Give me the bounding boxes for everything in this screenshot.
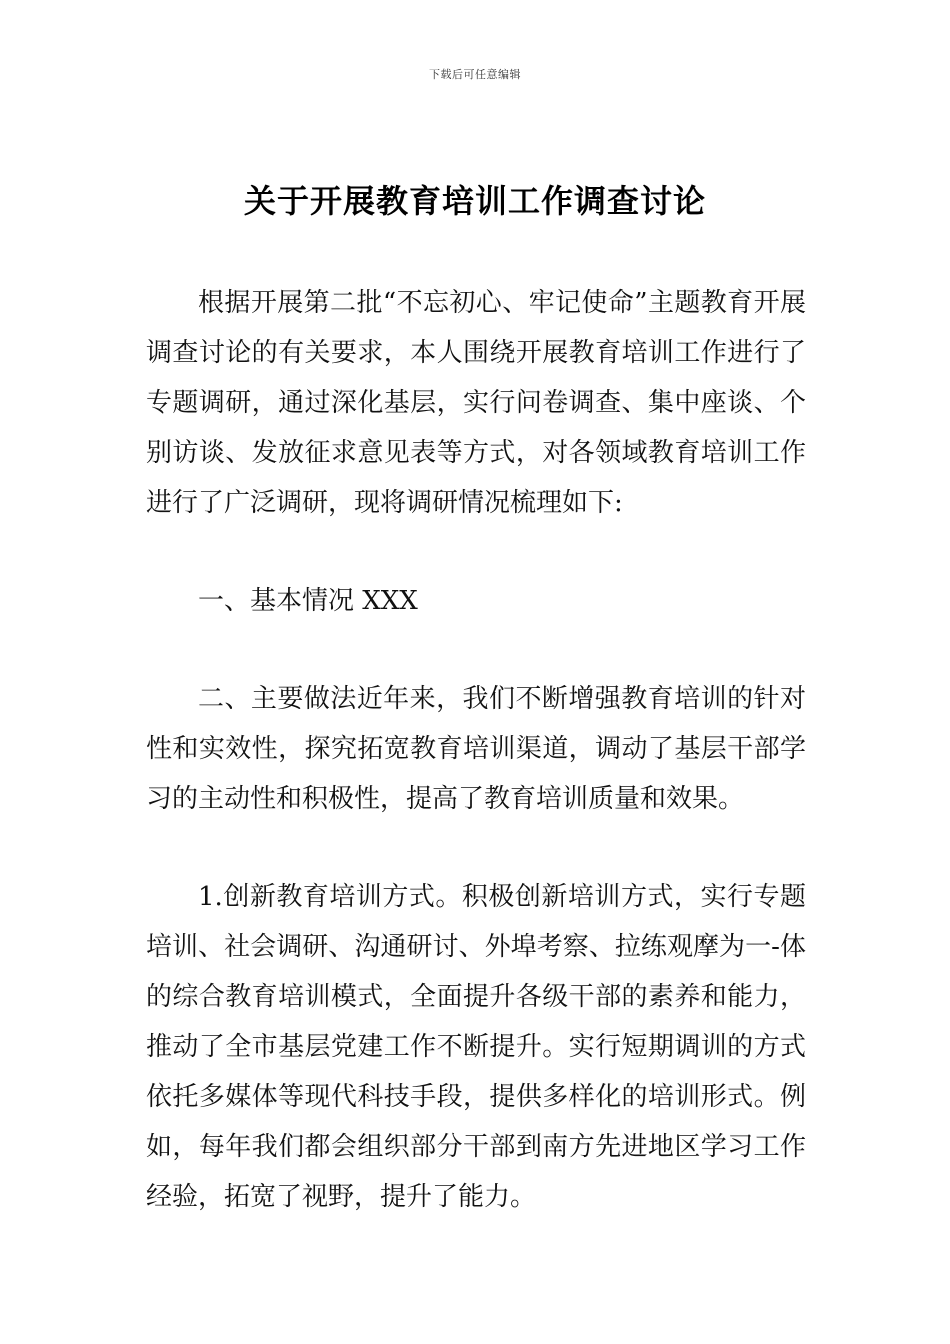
paragraph-item-1: 1.创新教育培训方式。积极创新培训方式，实行专题培训、社会调研、沟通研讨、外埠考察、拉练观摩为一-体的综合教育培训模式，全面提升各级干部的素养和能力，推动了全市基层党建工作不断提升。实行短期调训的方式依托多媒体等现代科技手段，提供多样化的培训形式。例如，每年我们都会组织部分干部到南方先进地区学习工作经验，拓宽了视野，提升了能力。 [146,882,806,1212]
paragraph-intro: 根据开展第二批“不忘初心、牢记使命”主题教育开展调查讨论的有关要求，本人围绕开展教育培训工作进行了专题调研，通过深化基层，实行问卷调查、集中座谈、个别访谈、发放征求意见表等方式，对各领域教育培训工作进行了广泛调研，现将调研情况梳理如下: [146,288,806,518]
paragraph-gap [146,824,806,872]
paragraph-gap [146,626,806,674]
document-title: 关于开展教育培训工作调查讨论 [243,182,706,220]
paragraph-gap [146,528,806,576]
paragraph-section-basic: 一、基本情况 XXX [198,586,418,616]
paragraph-section-practices: 二、主要做法近年来，我们不断增强教育培训的针对性和实效性，探究拓宽教育培训渠道，调动了基层干部学习的主动性和积极性，提高了教育培训质量和效果。 [146,684,806,814]
document-body [146,278,806,1222]
header-note: 下载后可任意编辑 [429,68,521,81]
